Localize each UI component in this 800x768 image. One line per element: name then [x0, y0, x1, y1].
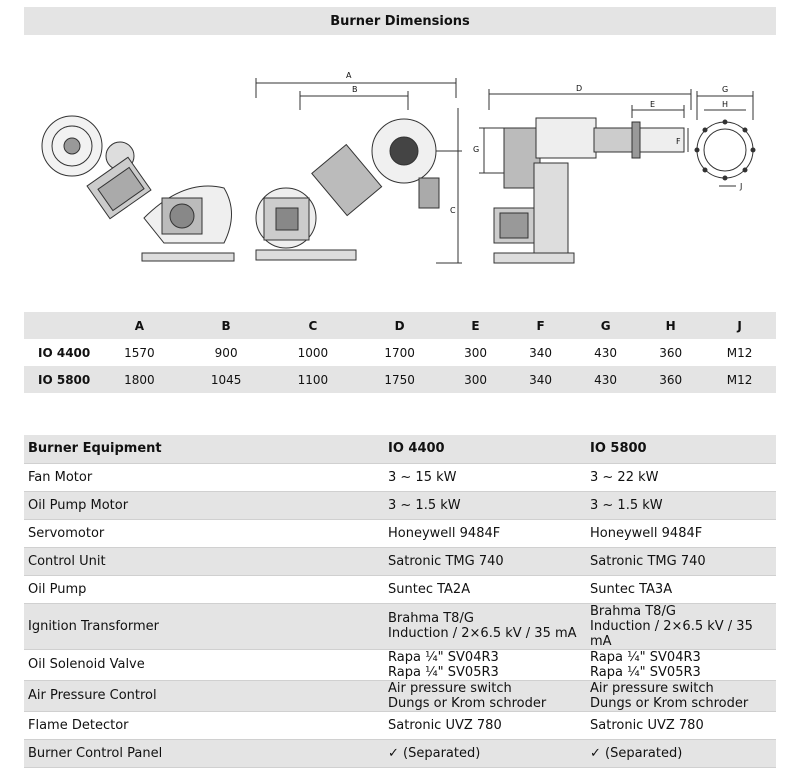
- value-line: Brahma T8/G: [590, 603, 676, 619]
- equipment-label: Control Unit: [28, 553, 106, 569]
- value-line: Air pressure switch: [590, 680, 714, 696]
- equipment-value: [586, 463, 776, 491]
- value-line: Honeywell 9484F: [388, 525, 501, 541]
- dimensions-header-row: [24, 312, 776, 339]
- equipment-value: [586, 491, 776, 519]
- dim-label-b: B: [352, 85, 358, 94]
- equipment-value: [384, 649, 586, 680]
- dim-col-a: A: [134, 318, 145, 333]
- dim-cell: 340: [529, 345, 553, 360]
- equipment-value: [586, 519, 776, 547]
- equipment-label: Fan Motor: [28, 469, 93, 485]
- dim-cell: 1045: [210, 372, 242, 387]
- value-line: ✓ (Separated): [388, 745, 481, 761]
- equipment-label: Ignition Transformer: [28, 618, 159, 634]
- equipment-value: [384, 711, 586, 739]
- value-line: Rapa ¼" SV05R3: [590, 664, 701, 680]
- dim-cell: 300: [464, 345, 487, 360]
- value-line: 3 ~ 1.5 kW: [590, 497, 663, 513]
- table-row: [24, 649, 776, 680]
- dim-label-e: E: [650, 100, 656, 109]
- value-line: 3 ~ 1.5 kW: [388, 497, 461, 513]
- value-line: Honeywell 9484F: [590, 525, 703, 541]
- value-line: Satronic TMG 740: [388, 553, 504, 569]
- burner-side-view: [256, 78, 462, 263]
- dim-cell: 1800: [124, 372, 155, 387]
- equipment-label: Oil Pump: [28, 581, 87, 597]
- dim-col-d: D: [394, 318, 405, 333]
- value-line: Dungs or Krom schroder: [388, 695, 547, 711]
- table-row: [24, 575, 776, 603]
- page-title-text: Burner Dimensions: [330, 13, 470, 29]
- equipment-label: Flame Detector: [28, 717, 129, 733]
- equipment-value: [384, 491, 586, 519]
- table-row: [24, 603, 776, 649]
- equipment-value: [586, 711, 776, 739]
- dim-col-b: B: [221, 318, 231, 333]
- table-row: [24, 739, 776, 767]
- dim-col-c: C: [308, 318, 318, 333]
- page-title: [24, 7, 776, 35]
- equipment-value: [586, 575, 776, 603]
- table-row: [24, 463, 776, 491]
- dim-col-e: E: [471, 318, 480, 333]
- table-row: [24, 366, 776, 393]
- dim-cell: M12: [726, 372, 753, 387]
- dim-label-d: D: [576, 84, 583, 93]
- dim-col-g: G: [600, 318, 611, 333]
- dim-label-a: A: [346, 71, 352, 80]
- dim-row-model: IO 4400: [38, 345, 91, 360]
- value-line: Satronic TMG 740: [590, 553, 706, 569]
- dim-cell: 1750: [384, 372, 415, 387]
- value-line: ✓ (Separated): [590, 745, 683, 761]
- table-row: [24, 680, 776, 711]
- equipment-header-row: [24, 435, 776, 463]
- equipment-value: [384, 547, 586, 575]
- equipment-label: Burner Control Panel: [28, 745, 163, 761]
- dim-cell: 360: [659, 345, 683, 360]
- equipment-label: Oil Solenoid Valve: [28, 657, 145, 672]
- value-line: Air pressure switch: [388, 680, 512, 696]
- equipment-label: Oil Pump Motor: [28, 497, 129, 513]
- value-line: Satronic UVZ 780: [388, 717, 502, 733]
- dim-cell: 430: [594, 372, 618, 387]
- value-line: Brahma T8/G: [388, 611, 474, 626]
- dim-cell: 360: [659, 372, 683, 387]
- dim-label-g: G: [473, 145, 480, 154]
- equipment-label: Air Pressure Control: [28, 688, 157, 703]
- equipment-value: [586, 649, 776, 680]
- dim-label-f: F: [676, 137, 681, 146]
- value-line: Rapa ¼" SV05R3: [388, 664, 499, 680]
- value-line: Satronic UVZ 780: [590, 717, 704, 733]
- equipment-value: [384, 603, 586, 649]
- equipment-value: [384, 680, 586, 711]
- dim-cell: 1700: [384, 345, 415, 360]
- value-line: 3 ~ 22 kW: [590, 469, 659, 485]
- table-row: [24, 339, 776, 366]
- dim-col-j: J: [737, 318, 742, 333]
- dim-cell: M12: [726, 345, 753, 360]
- dim-label-g2: G: [722, 85, 729, 94]
- equipment-value: [384, 463, 586, 491]
- dim-cell: 340: [529, 372, 553, 387]
- value-line: Suntec TA3A: [590, 581, 673, 597]
- burner-iso-view: [42, 116, 234, 261]
- equipment-col-io4400: IO 4400: [388, 441, 445, 457]
- dim-cell: 1100: [297, 372, 329, 387]
- dim-col-f: F: [536, 318, 545, 333]
- dim-cell: 300: [464, 372, 487, 387]
- dim-label-h: H: [722, 100, 729, 109]
- burner-dimension-drawing: [24, 58, 776, 283]
- dim-col-model: [24, 312, 96, 339]
- dim-label-c: C: [450, 206, 456, 215]
- equipment-col-io5800: IO 5800: [590, 441, 647, 457]
- dimensions-table: [24, 312, 776, 393]
- dim-cell: 430: [594, 345, 618, 360]
- value-line: Dungs or Krom schroder: [590, 695, 749, 711]
- equipment-table: [24, 435, 776, 768]
- equipment-col-label: Burner Equipment: [28, 441, 162, 457]
- equipment-value: [384, 519, 586, 547]
- equipment-value: [586, 739, 776, 767]
- table-row: [24, 711, 776, 739]
- equipment-value: [586, 603, 776, 649]
- dim-cell: 1570: [124, 345, 155, 360]
- table-row: [24, 547, 776, 575]
- value-line: 3 ~ 15 kW: [388, 469, 457, 485]
- equipment-value: [384, 739, 586, 767]
- value-line: Rapa ¼" SV04R3: [388, 649, 499, 665]
- table-row: [24, 491, 776, 519]
- value-line: Rapa ¼" SV04R3: [590, 649, 701, 665]
- equipment-value: [586, 547, 776, 575]
- value-line: Suntec TA2A: [388, 581, 471, 597]
- dim-col-h: H: [665, 318, 676, 333]
- equipment-value: [586, 680, 776, 711]
- burner-front-view: [479, 89, 691, 263]
- dim-label-j: J: [740, 182, 743, 191]
- dim-cell: 900: [214, 345, 238, 360]
- dim-row-model: IO 5800: [38, 372, 91, 387]
- table-row: [24, 519, 776, 547]
- equipment-label: Servomotor: [28, 525, 105, 541]
- equipment-value: [384, 575, 586, 603]
- value-line: Induction / 2×6.5 kV / 35 mA: [590, 618, 753, 649]
- dim-cell: 1000: [297, 345, 329, 360]
- value-line: Induction / 2×6.5 kV / 35 mA: [388, 626, 577, 641]
